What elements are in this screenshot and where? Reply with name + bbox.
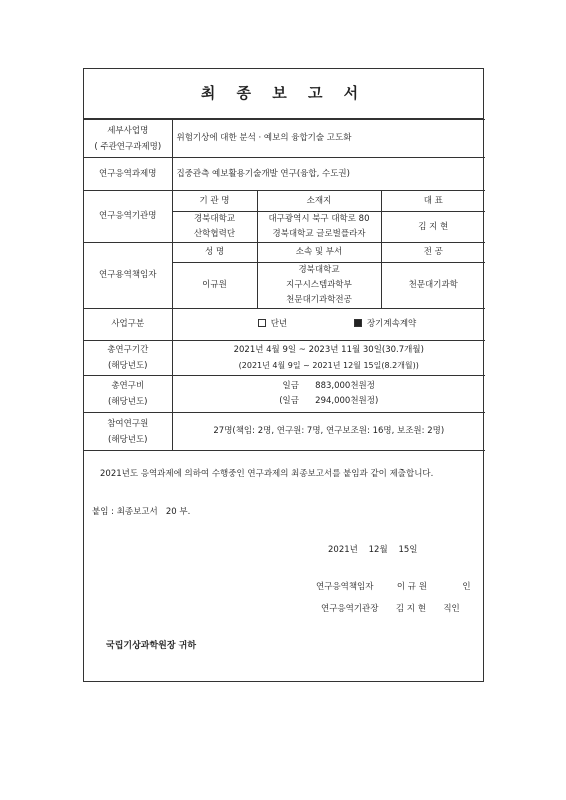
period-label-cell xyxy=(84,341,172,376)
period-total: 2021년 4월 9일 ~ 2023년 11월 30일(30.7개월) xyxy=(233,345,424,355)
cost-label: 총연구비 xyxy=(111,381,145,391)
researcher-dept-cell xyxy=(257,263,381,309)
agency-name-cell xyxy=(172,212,257,243)
cost-value-cell xyxy=(172,376,485,413)
option-single-year-label: 단년 xyxy=(270,319,288,329)
researcher-dept-line2: 지구시스템과학부 xyxy=(286,280,352,290)
agency-header-name: 기 관 명 xyxy=(172,191,257,212)
researcher-label: 연구용역책임자 xyxy=(84,243,172,309)
agency-name-line1: 경북대학교 xyxy=(193,214,236,224)
option-long-term-label: 장기계속계약 xyxy=(366,319,417,329)
row-period xyxy=(84,341,485,376)
staff-label: 참여연구원 xyxy=(107,418,149,429)
agency-address-line1: 대구광역시 북구 대학로 80 xyxy=(268,214,370,224)
recipient: 국립기상과학원장 귀하 xyxy=(106,641,197,651)
period-value-cell xyxy=(172,341,485,376)
report-cover-frame xyxy=(83,68,484,682)
filled-checkbox-icon xyxy=(354,319,362,327)
researcher-major: 천문대기과학 xyxy=(381,263,485,309)
researcher-header-major: 전 공 xyxy=(381,243,485,263)
agency-name-line2: 산학협력단 xyxy=(193,229,236,239)
document-title: 최 종 보 고 서 xyxy=(84,69,483,119)
researcher-seal: 인 xyxy=(462,582,471,592)
agency-address-cell xyxy=(257,212,381,243)
agency-header-representative: 대 표 xyxy=(381,191,485,212)
project-type-options xyxy=(172,309,485,341)
subproject-label-sub: ( 주관연구과제명) xyxy=(94,141,162,152)
cost-label-cell xyxy=(84,376,172,413)
row-project-type xyxy=(84,309,485,341)
agency-label: 연구응역기관명 xyxy=(84,191,172,243)
agency-head-seal: 직인 xyxy=(443,604,460,614)
period-year: (2021년 4월 9일 ~ 2021년 12월 15일(8.2개월)) xyxy=(238,361,419,370)
cost-year: (일금 294,000천원정) xyxy=(279,396,379,406)
period-label-sub: (해당년도) xyxy=(108,361,148,371)
cost-total: 일금 883,000천원정 xyxy=(282,381,375,391)
agency-header-address: 소재지 xyxy=(257,191,381,212)
subproject-label: 세부사업명 xyxy=(107,125,149,136)
staff-label-cell xyxy=(84,413,172,451)
subproject-value: 위험기상에 대한 분석 · 예보의 융합기술 고도화 xyxy=(172,120,485,158)
option-single-year xyxy=(217,317,327,332)
task-label: 연구응역과제명 xyxy=(84,158,172,191)
period-label: 총연구기간 xyxy=(107,345,149,355)
researcher-role: 연구응역책임자 xyxy=(316,582,374,592)
agency-head-role: 연구응역기관장 xyxy=(321,604,379,614)
row-agency-header xyxy=(84,191,485,212)
subproject-label-cell xyxy=(84,120,172,158)
report-info-table xyxy=(84,119,485,451)
report-date: 2021년 12월 15일 xyxy=(328,545,418,555)
row-subproject xyxy=(84,120,485,158)
project-type-label: 사업구분 xyxy=(84,309,172,341)
researcher-dept-line1: 경북대학교 xyxy=(298,265,340,275)
researcher-dept-line3: 천문대기과학전공 xyxy=(286,295,352,305)
empty-checkbox-icon xyxy=(258,319,266,327)
signature-researcher xyxy=(316,580,566,592)
row-cost xyxy=(84,376,485,413)
staff-label-sub: (해당년도) xyxy=(108,434,148,445)
researcher-name: 이규원 xyxy=(172,263,257,309)
agency-head-name: 김 지 현 xyxy=(395,604,426,614)
researcher-header-name: 성 명 xyxy=(172,243,257,263)
attachment-note: 붙임 : 최종보고서 20 부. xyxy=(92,507,191,517)
submission-statement: 2021년도 응역과제에 의하여 수행중인 연구과제의 최종보고서를 붙임과 같이 제출합니다. xyxy=(100,469,434,479)
staff-value: 27명(책임: 2명, 연구원: 7명, 연구보조원: 16명, 보조원: 2명) xyxy=(172,413,485,451)
row-task xyxy=(84,158,485,191)
researcher-signature-name: 이 규 원 xyxy=(396,582,427,592)
signature-agency-head xyxy=(321,602,566,614)
researcher-header-dept: 소속 및 부서 xyxy=(257,243,381,263)
row-researcher-header xyxy=(84,243,485,263)
agency-representative: 김 지 현 xyxy=(381,212,485,243)
option-long-term xyxy=(330,317,440,332)
cost-label-sub: (해당년도) xyxy=(108,397,148,407)
agency-address-line2: 경북대학교 글로벌플라자 xyxy=(272,229,366,239)
row-staff xyxy=(84,413,485,451)
task-value: 집중관측 예보활용기술개발 연구(융합, 수도권) xyxy=(172,158,485,191)
